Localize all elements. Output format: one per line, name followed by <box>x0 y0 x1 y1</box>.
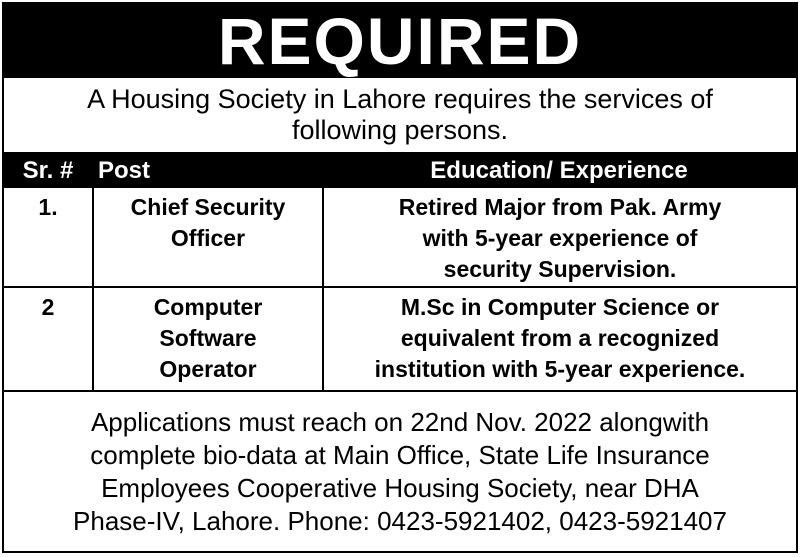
column-header-sr: Sr. # <box>22 157 74 184</box>
row-post: Computer Software Operator <box>92 288 322 390</box>
table-header <box>4 154 796 188</box>
table-row <box>4 288 796 392</box>
row-sr-number: 2 <box>41 294 55 320</box>
column-header-education: Education/ Experience <box>430 157 688 184</box>
row-post: Chief Security Officer <box>92 188 322 286</box>
ad-header <box>4 4 796 78</box>
intro-text: A Housing Society in Lahore requires the services of following persons. <box>4 78 796 154</box>
column-header-post: Post <box>98 157 151 184</box>
row-sr-number: 1. <box>38 194 58 220</box>
row-education: Retired Major from Pak. Army with 5-year experience of security Supervision. <box>322 188 796 286</box>
table-row <box>4 188 796 288</box>
job-advertisement <box>2 2 798 553</box>
ad-title: REQUIRED <box>217 4 583 78</box>
application-instructions: Applications must reach on 22nd Nov. 2022 alongwith complete bio-data at Main Office, State Life Insurance Employees Cooperative Housing Society, near DHA Phase-IV, Lahore. Phone: 0423-5921402, 0423-5921407 <box>73 406 727 536</box>
row-education: M.Sc in Computer Science or equivalent from a recognized institution with 5-year experience. <box>322 288 796 390</box>
